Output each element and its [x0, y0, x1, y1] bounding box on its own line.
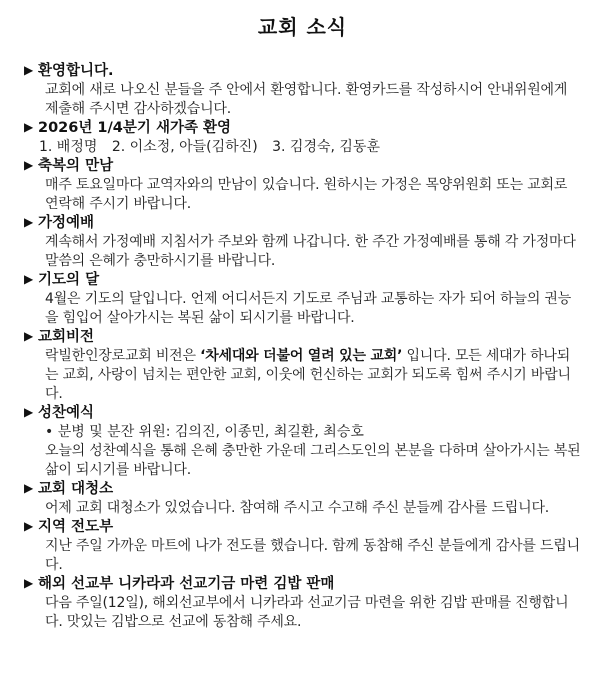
section-heading: 기도의 달 [38, 272, 100, 288]
section-body: 락빌한인장로교회 비전은 ‘차세대와 더불어 열려 있는 교회’ 입니다. 모든 세대가 하나되는 교회, 사랑이 넘치는 편안한 교회, 이웃에 헌신하는 교회가 되도록 힘써 주시기 바랍니다. [45, 348, 571, 402]
arrow-right-icon: ▶ [24, 272, 34, 286]
section-heading: 지역 전도부 [38, 519, 114, 535]
arrow-right-icon: ▶ [24, 120, 34, 134]
section-blessed-meeting [24, 157, 581, 214]
section-new-family [24, 119, 581, 157]
vision-statement: ‘차세대와 더불어 열려 있는 교회’ [200, 348, 403, 364]
section-body: 4월은 기도의 달입니다. 언제 어디서든지 기도로 주님과 교통하는 자가 되어 하늘의 권능을 힘입어 살아가시는 복된 삶이 되시기를 바랍니다. [45, 291, 572, 326]
section-body: 다음 주일(12일), 해외선교부에서 니카라과 선교기금 마련을 위한 김밥 판매를 진행합니다. 맛있는 김밥으로 선교에 동참해 주세요. [45, 595, 569, 630]
section-missions-sale [24, 575, 581, 632]
section-body: 교회에 새로 나오신 분들을 주 안에서 환영합니다. 환영카드를 작성하시어 안내위원에게 제출해 주시면 감사하겠습니다. [45, 82, 568, 117]
arrow-right-icon: ▶ [24, 576, 34, 590]
section-heading: 해외 선교부 니카라과 선교기금 마련 김밥 판매 [38, 576, 335, 592]
section-heading: 가정예배 [38, 215, 95, 231]
section-heading: 축복의 만남 [38, 158, 114, 174]
arrow-right-icon: ▶ [24, 329, 34, 343]
section-family-worship [24, 214, 581, 271]
section-body: 지난 주일 가까운 마트에 나가 전도를 했습니다. 함께 동참해 주신 분들에게 감사를 드립니다. [45, 538, 580, 573]
section-body: 어제 교회 대청소가 있었습니다. 참여해 주시고 수고해 주신 분들께 감사를 드립니다. [45, 500, 550, 516]
section-body: 오늘의 성찬예식을 통해 은혜 충만한 가운데 그리스도인의 본분을 다하며 살아가시는 복된 삶이 되시기를 바랍니다. [45, 443, 581, 478]
section-vision [24, 328, 581, 404]
new-family-item: 3. 김경숙, 김동훈 [272, 139, 380, 155]
section-communion [24, 404, 581, 480]
section-evangelism [24, 518, 581, 575]
arrow-right-icon: ▶ [24, 158, 34, 172]
new-family-list [24, 138, 581, 157]
arrow-right-icon: ▶ [24, 519, 34, 533]
section-heading: 교회 대청소 [38, 481, 114, 497]
section-welcome [24, 62, 581, 119]
arrow-right-icon: ▶ [24, 215, 34, 229]
section-heading: 환영합니다. [38, 63, 114, 79]
communion-servers: • 분병 및 분잔 위원: 김의진, 이종민, 최길환, 최승호 [45, 424, 364, 440]
section-body: 매주 토요일마다 교역자와의 만남이 있습니다. 원하시는 가정은 목양위원회 또는 교회로 연락해 주시기 바랍니다. [45, 177, 568, 212]
section-heading: 교회비전 [38, 329, 95, 345]
new-family-item: 1. 배정명 [39, 139, 98, 155]
section-heading: 2026년 1/4분기 새가족 환영 [38, 120, 232, 136]
arrow-right-icon: ▶ [24, 63, 34, 77]
section-body: 계속해서 가정예배 지침서가 주보와 함께 나갑니다. 한 주간 가정예배를 통해 각 가정마다 말씀의 은혜가 충만하시기를 바랍니다. [45, 234, 576, 269]
section-cleaning [24, 480, 581, 518]
arrow-right-icon: ▶ [24, 481, 34, 495]
section-heading: 성찬예식 [38, 405, 95, 421]
arrow-right-icon: ▶ [24, 405, 34, 419]
page-title: 교회 소식 [257, 15, 348, 39]
new-family-item: 2. 이소정, 아들(김하진) [111, 139, 258, 155]
section-prayer-month [24, 271, 581, 328]
